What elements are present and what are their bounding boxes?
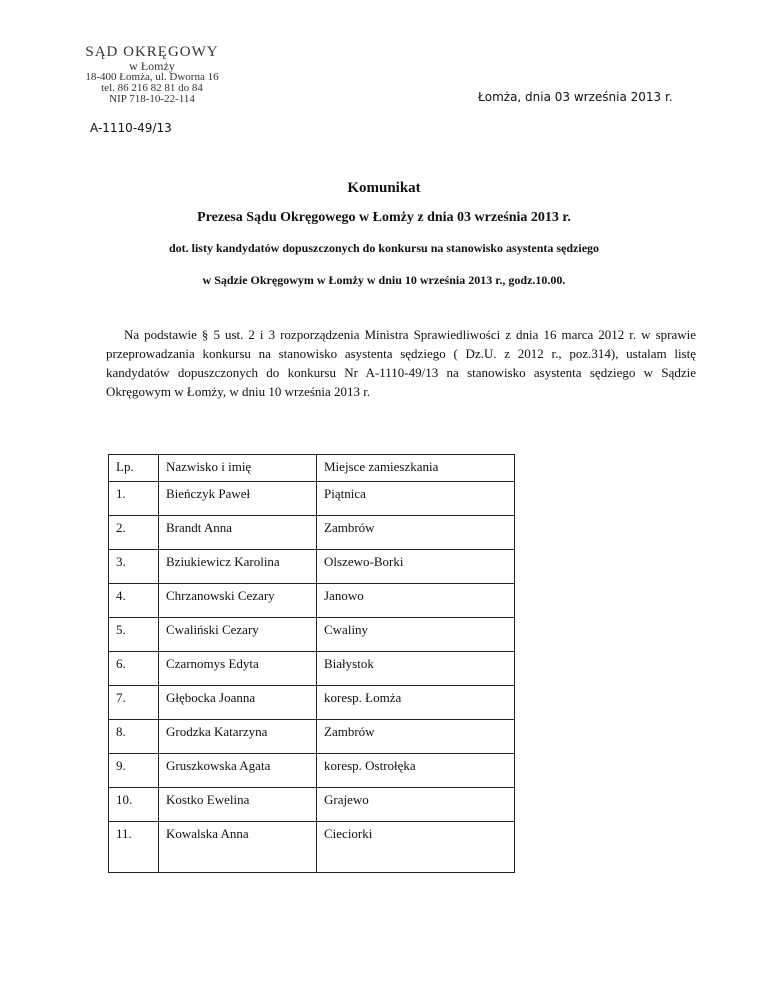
cell-lp: 11. — [109, 822, 159, 873]
table-header-row — [109, 455, 515, 482]
cell-name: Grodzka Katarzyna — [159, 720, 317, 754]
cell-name: Kowalska Anna — [159, 822, 317, 873]
cell-lp: 3. — [109, 550, 159, 584]
cell-name: Brandt Anna — [159, 516, 317, 550]
cell-residence: Grajewo — [317, 788, 515, 822]
cell-residence: Zambrów — [317, 720, 515, 754]
cell-lp: 1. — [109, 482, 159, 516]
cell-lp: 2. — [109, 516, 159, 550]
document-subtitle: Prezesa Sądu Okręgowego w Łomży z dnia 03 września 2013 r. — [197, 210, 571, 225]
table-row — [109, 754, 515, 788]
legal-basis-paragraph — [106, 325, 696, 401]
header-lp: Lp. — [109, 455, 159, 482]
table-row — [109, 618, 515, 652]
court-stamp — [72, 44, 232, 105]
cell-residence: koresp. Ostrołęka — [317, 754, 515, 788]
cell-name: Kostko Ewelina — [159, 788, 317, 822]
cell-name: Cwaliński Cezary — [159, 618, 317, 652]
cell-name: Głębocka Joanna — [159, 686, 317, 720]
stamp-nip: NIP 718-10-22-114 — [109, 93, 195, 105]
cell-residence: Cieciorki — [317, 822, 515, 873]
table-row — [109, 720, 515, 754]
cell-lp: 9. — [109, 754, 159, 788]
cell-name: Bieńczyk Paweł — [159, 482, 317, 516]
table-row — [109, 550, 515, 584]
cell-lp: 4. — [109, 584, 159, 618]
cell-lp: 7. — [109, 686, 159, 720]
header-residence: Miejsce zamieszkania — [317, 455, 515, 482]
paragraph-text: Na podstawie § 5 ust. 2 i 3 rozporządzenia Ministra Sprawiedliwości z dnia 16 marca 2012 r. w sprawie przeprowadzania konkursu na stanowisko asystenta sędziego ( Dz.U. z 2012 r., poz.314), ustalam listę kandydatów dopuszczonych do konkursu Nr A-1110-49/13 na stanowisko asystenta sędziego w Sądzie Okręgowym w Łomży, w dniu 10 września 2013 r. — [106, 327, 696, 399]
date-line: Łomża, dnia 03 września 2013 r. — [478, 90, 673, 104]
cell-residence: Janowo — [317, 584, 515, 618]
stamp-address: 18-400 Łomża, ul. Dworna 16 — [85, 71, 219, 83]
candidates-table — [108, 454, 515, 873]
table-row — [109, 584, 515, 618]
cell-name: Bziukiewicz Karolina — [159, 550, 317, 584]
table-row — [109, 482, 515, 516]
cell-lp: 5. — [109, 618, 159, 652]
table-row — [109, 822, 515, 873]
table-row — [109, 516, 515, 550]
cell-lp: 8. — [109, 720, 159, 754]
table-row — [109, 686, 515, 720]
cell-residence: Piątnica — [317, 482, 515, 516]
cell-residence: koresp. Łomża — [317, 686, 515, 720]
cell-name: Chrzanowski Cezary — [159, 584, 317, 618]
cell-name: Gruszkowska Agata — [159, 754, 317, 788]
reference-number: A-1110-49/13 — [90, 121, 172, 135]
header-name: Nazwisko i imię — [159, 455, 317, 482]
document-title: Komunikat — [347, 180, 421, 196]
cell-residence: Białystok — [317, 652, 515, 686]
cell-residence: Zambrów — [317, 516, 515, 550]
stamp-phone: tel. 86 216 82 81 do 84 — [101, 82, 203, 94]
cell-residence: Cwaliny — [317, 618, 515, 652]
cell-lp: 10. — [109, 788, 159, 822]
cell-residence: Olszewo-Borki — [317, 550, 515, 584]
cell-name: Czarnomys Edyta — [159, 652, 317, 686]
stamp-court-name: SĄD OKRĘGOWY — [85, 44, 219, 60]
stamp-city: w Łomży — [129, 59, 175, 73]
cell-lp: 6. — [109, 652, 159, 686]
table-row — [109, 788, 515, 822]
table-row — [109, 652, 515, 686]
subject-line-2: w Sądzie Okręgowym w Łomży w dniu 10 września 2013 r., godz.10.00. — [202, 273, 566, 287]
subject-line: dot. listy kandydatów dopuszczonych do konkursu na stanowisko asystenta sędziego — [168, 241, 600, 255]
